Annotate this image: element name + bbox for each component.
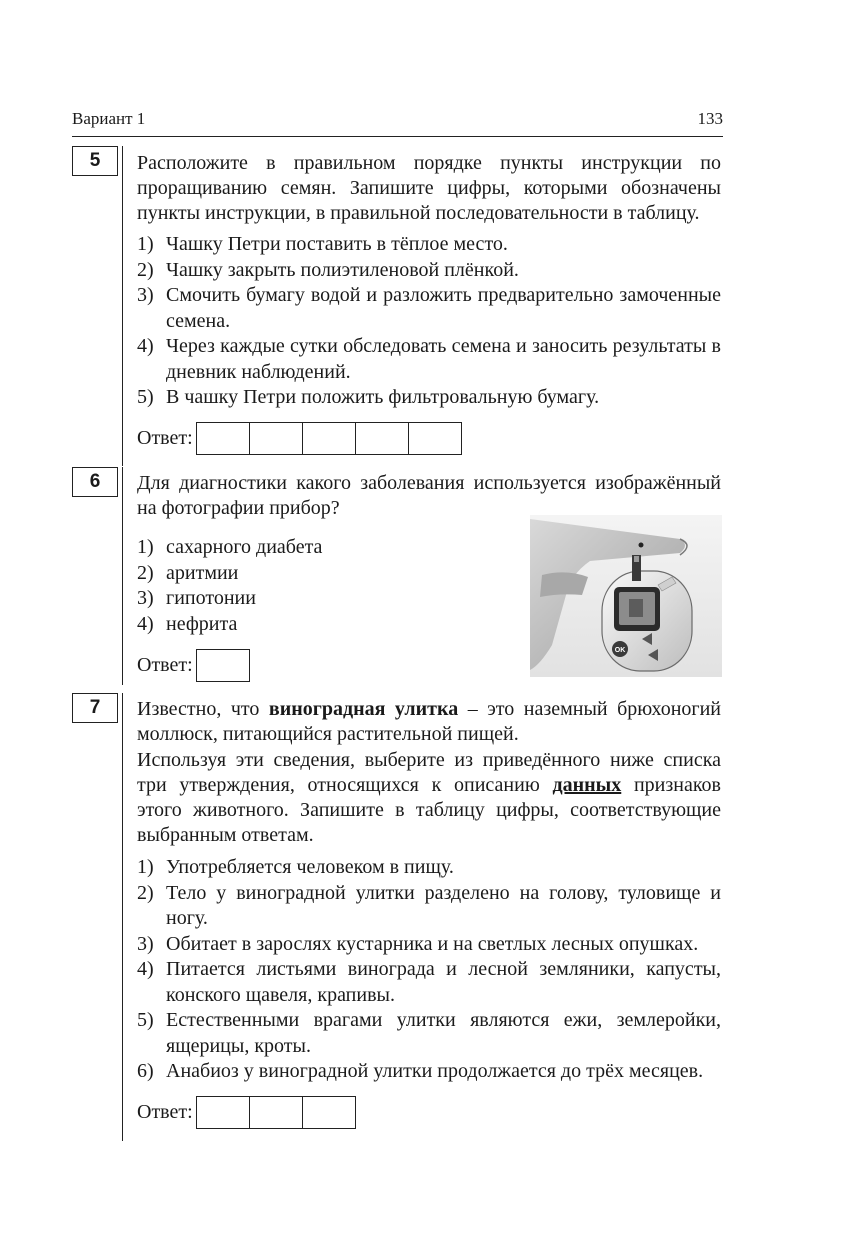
list-item: 3) гипотонии (137, 587, 256, 609)
task-5-question: Расположите в правильном порядке пункты инструкции по проращиванию семян. Запишите цифры, которыми обозначены пункты инструкции, в правильной последовательности в таблицу. (137, 152, 721, 224)
task-5-options (137, 232, 721, 411)
glucose-meter-photo (530, 515, 722, 677)
list-item: 5) В чашку Петри положить фильтровальную бумагу. (137, 386, 600, 408)
list-item: 1) сахарного диабета (137, 536, 323, 558)
answer-table (196, 422, 462, 455)
answer-cell[interactable] (197, 650, 249, 681)
list-item: 1) Чашку Петри поставить в тёплое место. (137, 233, 508, 255)
meter-ok-label: OK (614, 647, 626, 654)
task-5-answer (137, 422, 462, 455)
answer-cell[interactable] (197, 1097, 250, 1128)
list-item: 4) Через каждые сутки обследовать семена и заносить результаты в дневник наблюдений. (137, 335, 721, 383)
answer-table (196, 1096, 356, 1129)
answer-cell[interactable] (197, 423, 250, 454)
list-item: 2) Тело у виноградной улитки разделено на голову, туловище и ногу. (137, 881, 721, 929)
emphasis-term: виноградная улитка (268, 698, 459, 720)
list-item: 1) Употребляется человеком в пищу. (137, 856, 454, 878)
task-5-margin-line (122, 146, 123, 466)
task-7-instruction: Используя эти сведения, выберите из приведённого ниже списка три утверждения, относящихся к описанию данных признаков этого животного. Запишите в таблицу цифры, соответствующие выбранным ответам. (137, 749, 722, 846)
answer-cell[interactable] (250, 1097, 303, 1128)
list-item: 5) Естественными врагами улитки являются ежи, землеройки, ящерицы, кроты. (137, 1009, 721, 1057)
answer-cell[interactable] (356, 423, 409, 454)
emphasis-word: данных (552, 774, 622, 796)
list-item: 4) Питается листьями винограда и лесной земляники, капусты, конского щавеля, крапивы. (137, 958, 721, 1006)
answer-label: Ответ: (137, 427, 193, 449)
list-item: 3) Смочить бумагу водой и разложить предварительно замоченные семена. (137, 284, 721, 332)
answer-cell[interactable] (303, 1097, 355, 1128)
task-7-number: 7 (72, 693, 118, 723)
task-6-margin-line (122, 467, 123, 685)
list-item: 4) нефрита (137, 612, 238, 635)
task-7-answer (137, 1096, 356, 1129)
page-header (72, 108, 723, 137)
list-item: 6) Анабиоз у виноградной улитки продолжается до трёх месяцев. (137, 1060, 704, 1082)
task-6-answer (137, 649, 250, 682)
list-item: 3) Обитает в зарослях кустарника и на светлых лесных опушках. (137, 932, 699, 955)
answer-label: Ответ: (137, 654, 193, 676)
variant-label: Вариант 1 (72, 109, 146, 128)
task-7-intro: Известно, что виноградная улитка – это наземный брюхоногий моллюск, питающийся растительной пищей. (137, 698, 722, 745)
page-number: 133 (697, 109, 723, 128)
task-6-question: Для диагностики какого заболевания используется изображённый на фотографии прибор? (137, 472, 721, 519)
answer-cell[interactable] (303, 423, 356, 454)
task-7-options (137, 855, 721, 1085)
task-7-margin-line (122, 693, 123, 1141)
answer-table (196, 649, 250, 682)
list-item: 2) Чашку закрыть полиэтиленовой плёнкой. (137, 258, 519, 281)
answer-cell[interactable] (250, 423, 303, 454)
task-5-number: 5 (72, 146, 118, 176)
list-item: 2) аритмии (137, 561, 239, 584)
task-6-number: 6 (72, 467, 118, 497)
task-6-options (137, 535, 517, 637)
answer-cell[interactable] (409, 423, 461, 454)
answer-label: Ответ: (137, 1101, 193, 1123)
